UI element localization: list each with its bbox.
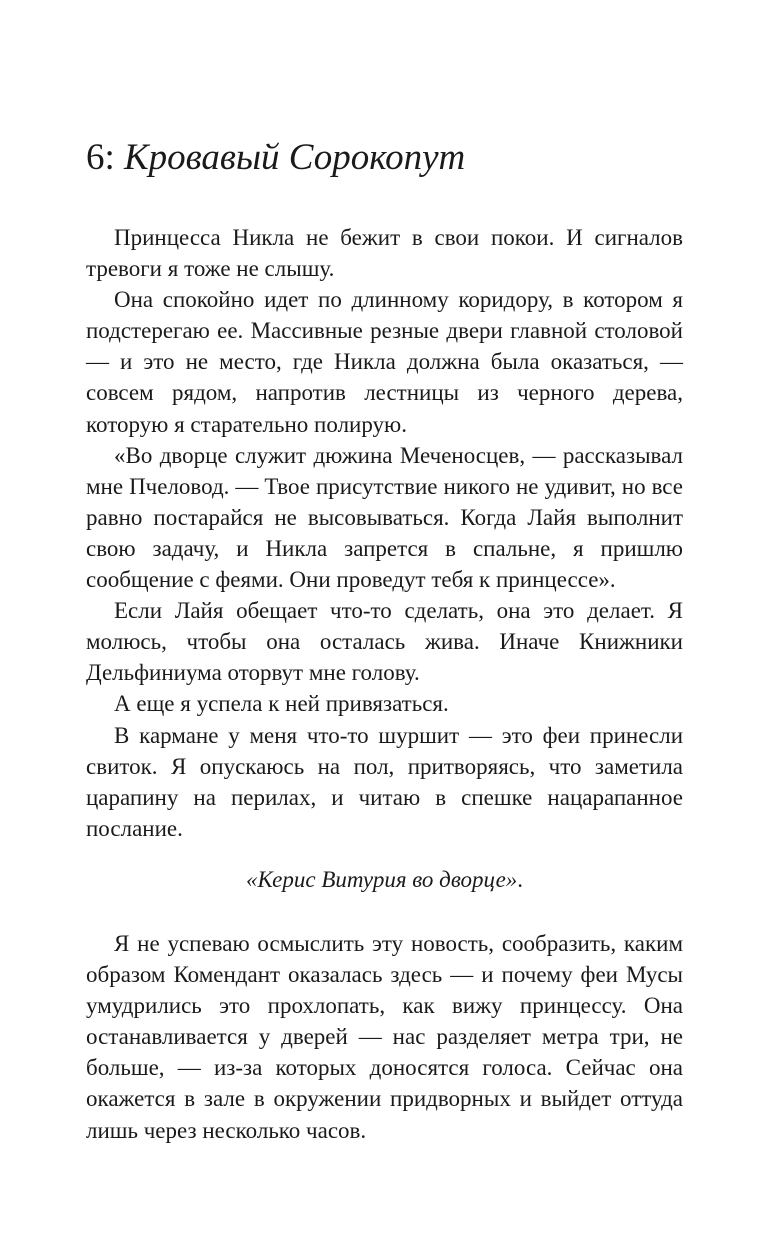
paragraph: Я не успеваю осмыслить эту новость, сообразить, каким образом Комендант оказалась здесь — и почему феи Мусы умудрились это прохлопать, как вижу принцессу. Она останавливается у дверей — нас разделяет метра три, не больше, — из-за которых доносятся голоса. Сейчас она окажется в зале в окружении придворных и выйдет оттуда лишь через несколько часов. bbox=[86, 931, 683, 1143]
scroll-message-period: . bbox=[517, 867, 524, 892]
scroll-message-text: «Керис Витурия во дворце» bbox=[245, 867, 518, 892]
paragraph: Принцесса Никла не бежит в свои покои. И сигналов тревоги я тоже не слышу. bbox=[86, 225, 683, 282]
chapter-name: Кровавый Сорокопут bbox=[124, 137, 466, 178]
chapter-number: 6: bbox=[86, 137, 115, 178]
paragraph: А еще я успела к ней привязаться. bbox=[114, 691, 449, 717]
scroll-message bbox=[86, 864, 683, 895]
chapter-title bbox=[86, 134, 683, 182]
text-block-after-note bbox=[86, 928, 683, 1146]
text-block-before-note bbox=[86, 222, 683, 844]
paragraph: «Во дворце служит дюжина Меченосцев, — рассказывал мне Пчеловод. — Твое присутствие никого не удивит, но все равно постарайся не высовываться. Когда Лайя выполнит свою задачу, и Никла запрется в спальне, я пришлю сообщение с феями. Они проведут тебя к принцессе». bbox=[86, 442, 683, 593]
paragraph: Она спокойно идет по длинному коридору, в котором я подстерегаю ее. Массивные резные двери главной столовой — и это не место, где Никла должна была оказаться, — совсем рядом, напротив лестницы из черного дерева, которую я старательно полирую. bbox=[86, 287, 683, 437]
book-page bbox=[86, 0, 683, 1240]
paragraph: Если Лайя обещает что-то сделать, она это делает. Я молюсь, чтобы она осталась жива. Иначе Книжники Дельфиниума оторвут мне голову. bbox=[86, 598, 683, 686]
paragraph: В кармане у меня что-то шуршит — это феи принесли свиток. Я опускаюсь на пол, притворяясь, что заметила царапину на перилах, и читаю в спешке нацарапанное послание. bbox=[86, 722, 683, 841]
